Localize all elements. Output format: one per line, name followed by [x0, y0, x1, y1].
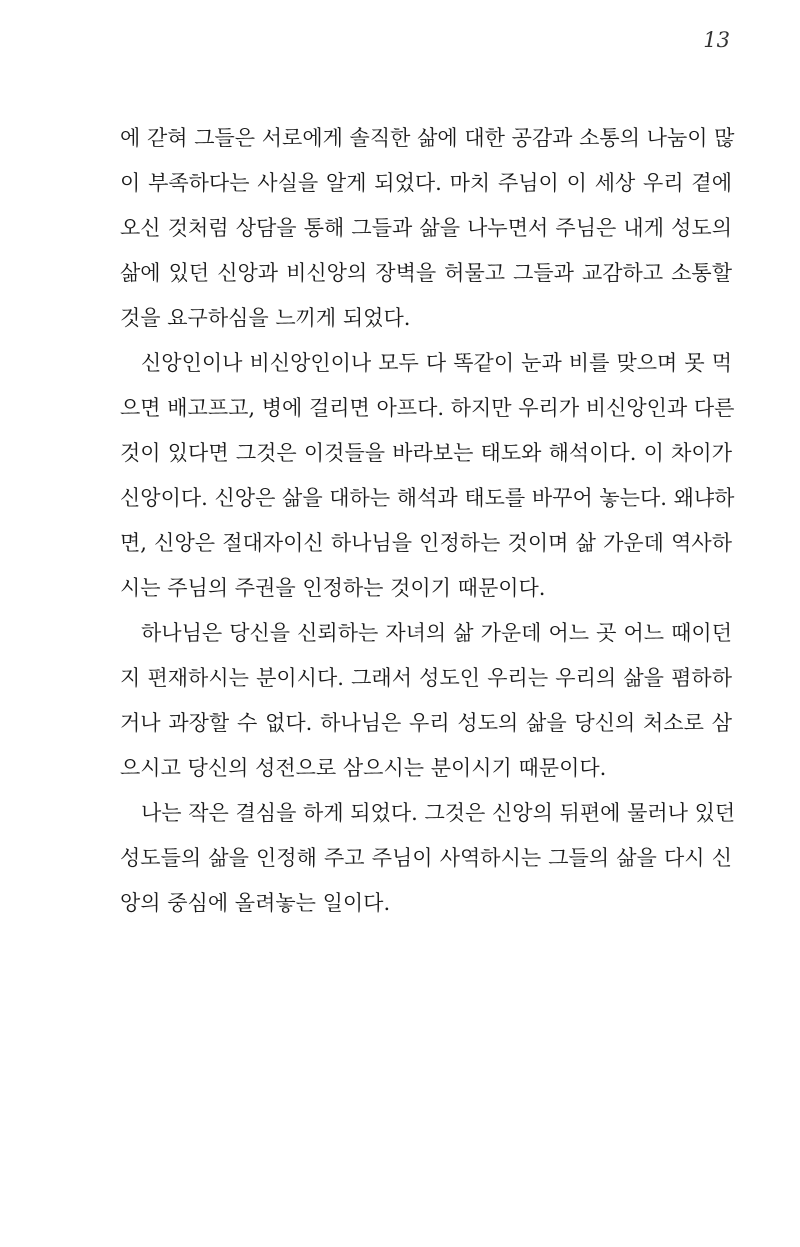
text-line: 시는 주님의 주권을 인정하는 것이기 때문이다.: [120, 576, 546, 600]
paragraph: [120, 341, 735, 611]
text-line: 거나 과장할 수 없다. 하나님은 우리 성도의 삶을 당신의 처소로 삼: [120, 711, 732, 735]
page-number: 13: [703, 28, 730, 52]
paragraph: [120, 611, 732, 791]
text-line: 으시고 당신의 성전으로 삼으시는 분이시기 때문이다.: [120, 756, 607, 780]
text-line: 삶에 있던 신앙과 비신앙의 장벽을 허물고 그들과 교감하고 소통할: [120, 261, 732, 285]
text-line: 신앙인이나 비신앙인이나 모두 다 똑같이 눈과 비를 맞으며 못 먹: [141, 351, 732, 375]
text-line: 성도들의 삶을 인정해 주고 주님이 사역하시는 그들의 삶을 다시 신: [120, 846, 732, 870]
text-line: 에 갇혀 그들은 서로에게 솔직한 삶에 대한 공감과 소통의 나눔이 많: [120, 126, 735, 150]
text-line: 면, 신앙은 절대자이신 하나님을 인정하는 것이며 삶 가운데 역사하: [120, 531, 732, 555]
text-line: 으면 배고프고, 병에 걸리면 아프다. 하지만 우리가 비신앙인과 다른: [120, 396, 735, 420]
text-line: 것이 있다면 그것은 이것들을 바라보는 태도와 해석이다. 이 차이가: [120, 441, 732, 465]
text-line: 하나님은 당신을 신뢰하는 자녀의 삶 가운데 어느 곳 어느 때이던: [141, 621, 732, 645]
text-line: 지 편재하시는 분이시다. 그래서 성도인 우리는 우리의 삶을 폄하하: [120, 666, 732, 690]
paragraph: [120, 791, 736, 926]
text-line: 나는 작은 결심을 하게 되었다. 그것은 신앙의 뒤편에 물러나 있던: [141, 801, 736, 825]
paragraph: [120, 116, 735, 341]
text-line: 것을 요구하심을 느끼게 되었다.: [120, 306, 411, 330]
text-line: 오신 것처럼 상담을 통해 그들과 삶을 나누면서 주님은 내게 성도의: [120, 216, 732, 240]
text-line: 이 부족하다는 사실을 알게 되었다. 마치 주님이 이 세상 우리 곁에: [120, 171, 732, 195]
text-line: 앙의 중심에 올려놓는 일이다.: [120, 891, 391, 915]
text-line: 신앙이다. 신앙은 삶을 대하는 해석과 태도를 바꾸어 놓는다. 왜냐하: [120, 486, 735, 510]
body-text: [120, 116, 736, 926]
